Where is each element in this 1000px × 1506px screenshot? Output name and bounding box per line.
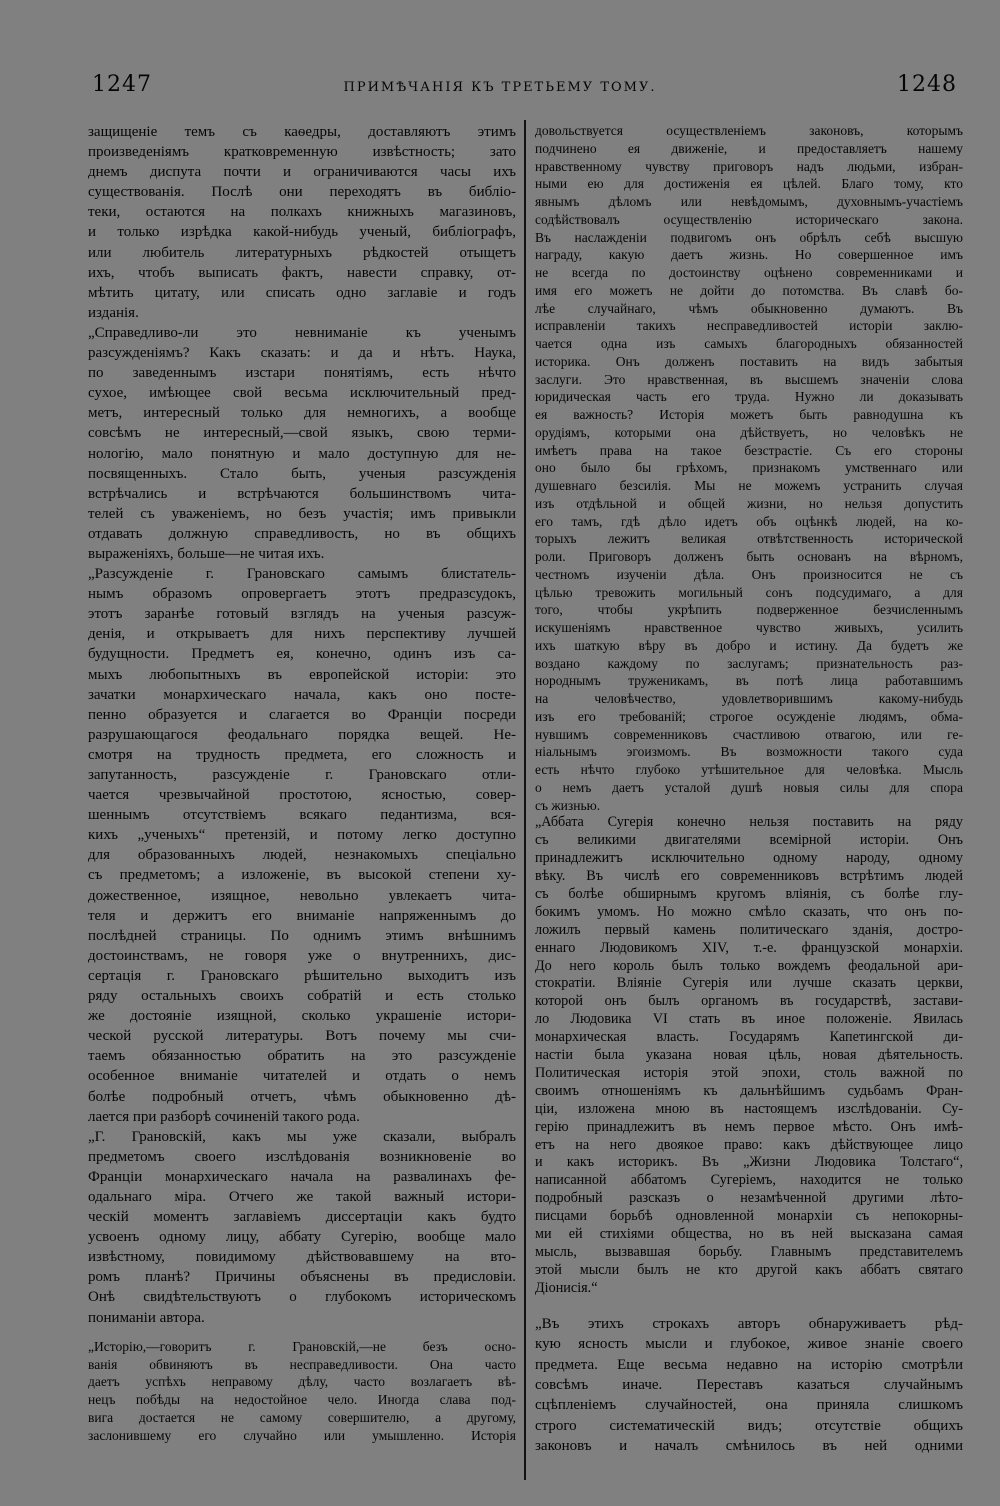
text-line: содѣйствовалъ осуществленію историческаго закона. [535, 211, 963, 227]
text-line: мѣтить цитату, или списать одно заглавіе и годъ [88, 284, 516, 301]
text-line: болѣе подробный отчетъ, чѣмъ обыкновенно дѣ- [88, 1088, 516, 1105]
text-line: довольствуется осуществленіемъ законовъ, которымъ [535, 123, 963, 138]
text-line: мыхъ любопытныхъ въ европейской исторіи: это [88, 666, 516, 683]
text-line: предметомъ своего изслѣдованія возникновеніе во [88, 1148, 516, 1165]
text-line: разрушающагося феодальнаго порядка вещей. Не- [88, 726, 516, 743]
text-line: запутанность, разсужденіе г. Грановскаго отли- [88, 767, 516, 783]
text-line: защищеніе темъ съ каѳедры, доставляютъ этимъ [88, 124, 516, 140]
text-line: выраженіяхъ, больше—не читая ихъ. [88, 545, 325, 562]
text-line: совсѣмъ не интересный,—свой языкъ, свою терми- [88, 425, 516, 442]
text-line: писцами борьбѣ одновленной монархіи съ непокорны- [535, 1208, 963, 1225]
text-line: цѣлью тревожить могильный сонъ подсудимаго, а для [535, 584, 963, 600]
text-line: произведеніямъ кратковременную извѣстность; зато [88, 144, 516, 161]
text-line: о немъ даетъ усталой душѣ новыя силы для спора [535, 779, 963, 795]
text-line: таемъ обязанностью обратить на это разсужденіе [88, 1048, 516, 1065]
page-number-right: 1248 [897, 72, 957, 97]
text-line: „Справедливо-ли это невниманіе къ ученымъ [88, 324, 516, 341]
text-line: исправленіи такихъ несправедливостей исторіи заклю- [535, 318, 963, 334]
text-line: ромъ планѣ? Причины объяснены въ предисловіи. [88, 1269, 516, 1286]
text-line: подробный разсказъ о незамѣченной другими лѣто- [535, 1190, 963, 1207]
text-line: изъ его требованій; строгое осужденіе людямъ, обма- [535, 708, 963, 724]
text-line: на человѣчество, удовлетворившимъ какому-нибудь [535, 691, 963, 706]
text-line: лѣе случайнаго, чѣмъ обыкновенно думаютъ. Въ [535, 300, 963, 316]
text-line: етъ на него двоякое право: какъ дѣйствующее лицо [535, 1136, 963, 1153]
paragraph-gap [535, 1298, 963, 1314]
text-line: роли. Приговоръ долженъ быть основанъ на вѣрномъ, [535, 549, 963, 564]
text-line: смотря на трудность предмета, его сложность и [88, 746, 516, 763]
text-line: днемъ диспута почти и ограничиваются часы ихъ [88, 164, 516, 181]
page-number-left: 1247 [92, 72, 152, 97]
text-line: лается при разборѣ сочиненій такого рода. [88, 1108, 360, 1125]
text-line: подчинено ея движеніе, и предоставляетъ нашему [535, 140, 963, 156]
text-line: даетъ успѣхъ неправому дѣлу, часто возлагаетъ вѣ- [88, 1374, 516, 1390]
text-line: нымъ образомъ опровергаетъ этотъ предразсудокъ, [88, 586, 516, 603]
text-line: стократіи. Вліяніе Сугерія или лучше сказать церкви, [535, 975, 963, 992]
text-line: встрѣчались и встрѣчаются большинствомъ чита- [88, 485, 516, 502]
text-line: написанной аббатомъ Сугеріемъ, находится не только [535, 1172, 963, 1189]
text-line: чается одна изъ самыхъ благородныхъ обязанностей [535, 336, 963, 351]
text-line: ными ею для достиженія ея цѣлей. Благо тому, кто [535, 176, 963, 192]
text-line: или любитель литературныхъ рѣдкостей отыщетъ [88, 244, 516, 261]
text-line: телей съ уваженіемъ, но безъ участія; имъ привыкли [88, 505, 516, 522]
text-line: усвоенъ одному лицу, аббату Сугерію, вообще мало [88, 1229, 516, 1246]
text-line: герію принадлежитъ въ немъ первое мѣсто. Онъ имѣ- [535, 1118, 963, 1135]
text-line: вига достается не самому совершителю, а другому, [88, 1410, 516, 1426]
text-line: теля и держитъ его вниманіе напряженнымъ до [88, 907, 516, 924]
text-line: съ жизнью. [535, 797, 601, 813]
text-line: особенное вниманіе читателей и отдать о немъ [88, 1068, 516, 1085]
text-line: ея важность? Исторія можетъ быть равнодушна къ [535, 407, 963, 422]
text-line: одальнаго міра. Отчего же такой важный истори- [88, 1188, 516, 1205]
text-line: того, чтобы укрѣпить подверженное безчисленнымъ [535, 602, 963, 618]
text-line: „Разсужденіе г. Грановскаго самымъ блистатель- [88, 566, 516, 583]
text-line: разсужденіямъ? Какъ сказать: и да и нѣтъ. Наука, [88, 345, 516, 362]
text-line: ряду остальныхъ своихъ собратій и есть столько [88, 988, 516, 1005]
text-line: „Аббата Сугерія конечно нельзя поставить на ряду [535, 814, 963, 831]
text-line: нравственному чувству приговоръ надъ людьми, избран- [535, 158, 963, 174]
text-line: До него король былъ только вождемъ феодальной ари- [535, 957, 963, 974]
text-line: ціи, изложена мною въ настоящемъ изслѣдованіи. Су- [535, 1100, 963, 1117]
text-line: изданія. [88, 304, 139, 321]
running-title: ПРИМѢЧАНІЯ КЪ ТРЕТЬЕМУ ТОМУ. [343, 80, 657, 95]
text-line: посвященныхъ. Стало быть, ученыя разсужденія [88, 465, 516, 482]
text-line: Онѣ свидѣтельствуютъ о глубокомъ историческомъ [88, 1289, 516, 1306]
text-line: и какъ историкъ. Въ „Жизни Людовика Толстаго“, [535, 1154, 963, 1171]
text-line: чается чрезвычайной простотою, ясностью, совер- [88, 787, 516, 804]
right-column [535, 122, 963, 1457]
text-line: ложилъ первый камень политическаго зданія, достро- [535, 921, 963, 938]
text-line: этотъ заранѣе готовый взглядъ на ученыя разсуж- [88, 606, 516, 623]
text-line: зачатки монархическаго начала, какъ оно посте- [88, 686, 516, 703]
text-line: „Въ этихъ строкахъ авторъ обнаруживаетъ рѣд- [535, 1315, 963, 1332]
text-line: будущности. Предметъ ея, конечно, одинъ изъ са- [88, 646, 516, 663]
text-line: заслуги. Это нравственная, въ высшемъ значеніи слова [535, 371, 963, 387]
text-line: денія, и открываетъ для нихъ перспективу лучшей [88, 626, 516, 643]
text-line: награду, какую даетъ жизнь. Но совершенное имъ [535, 247, 963, 263]
text-line: „Исторію,—говоритъ г. Грановскій,—не безъ осно- [88, 1338, 516, 1354]
text-line: ческій моментъ заглавіемъ диссертаціи какъ будто [88, 1209, 516, 1226]
text-line: воздано каждому по заслугамъ; признательность раз- [535, 655, 963, 671]
text-line: душевнаго безсилія. Мы не можемъ устранить случая [535, 478, 963, 493]
text-line: Діонисія.“ [535, 1279, 598, 1296]
text-line: юридическая часть его труда. Нужно ли доказывать [535, 389, 963, 405]
text-line: изъ отдѣльной и общей жизни, но нельзя допустить [535, 495, 963, 511]
text-line: пенно образуется и слагается во Франціи посреди [88, 706, 516, 723]
text-line: Въ наслажденіи подвигомъ онъ обрѣлъ себѣ высшую [535, 229, 963, 245]
text-line: сертація г. Грановскаго рѣшительно выходитъ изъ [88, 967, 516, 984]
text-line: ческой русской литературы. Вотъ почему мы счи- [88, 1028, 516, 1045]
text-line: предмета. Еще весьма недавно на исторію смотрѣли [535, 1356, 963, 1373]
text-line: ихъ, чтобъ выписать фактъ, навести справку, от- [88, 264, 516, 281]
text-line: кую ясность мысли и глубокое, живое знаніе своего [535, 1336, 963, 1353]
text-line: и только изрѣдка какой-нибудь ученый, библіографъ, [88, 224, 516, 241]
text-line: Франціи монархическаго начала на развалинахъ фе- [88, 1168, 516, 1185]
text-line: кихъ „ученыхъ“ претензій, и потому легко доступно [88, 827, 516, 844]
text-line: нувшимъ современниковъ счастливою отвагою, или ге- [535, 726, 963, 742]
text-line: по заведеннымъ изстари понятіямъ, есть нѣчто [88, 365, 516, 382]
text-line: не всегда по достоинству оцѣнено современниками и [535, 265, 963, 280]
text-line: шеннымъ отсутствіемъ всякаго педантизма, вся- [88, 807, 516, 824]
text-line: бокимъ умомъ. Но можно смѣло сказать, что онъ по- [535, 903, 963, 920]
text-line: существованія. Послѣ они переходятъ въ библіо- [88, 184, 516, 201]
text-line: есть нѣчто глубоко утѣшительное для человѣка. Мысль [535, 762, 963, 777]
text-line: „Г. Грановскій, какъ мы уже сказали, выбралъ [88, 1128, 516, 1145]
text-line: совсѣмъ иначе. Переставъ казаться случайнымъ [535, 1376, 963, 1393]
text-line: его тамъ, гдѣ дѣло идетъ объ оцѣнкѣ людей, на ко- [535, 513, 963, 529]
text-line: ихъ шаткую вѣру въ добро и истину. Да будетъ же [535, 637, 963, 653]
text-line: для образованныхъ людей, незнакомыхъ спеціально [88, 847, 516, 864]
text-line: съ предметомъ; а изложеніе, въ высокой степени ху- [88, 867, 516, 884]
text-line: строго систематическій видъ; отсутствіе общихъ [535, 1417, 963, 1434]
text-line: еннаго Людовикомъ XIV, т.-е. французской монархіи. [535, 939, 963, 956]
text-line: извѣстному, повидимому дѣйствовавшему на вто- [88, 1249, 516, 1266]
running-header [0, 72, 1000, 112]
text-line: сухое, имѣющее свой весьма исключительный пред- [88, 385, 516, 402]
text-line: оно было бы грѣхомъ, признакомъ умственнаго или [535, 460, 963, 476]
text-line: ми ей стихіями общества, но въ ней высказана самая [535, 1226, 963, 1243]
text-line: пониманіи автора. [88, 1309, 205, 1326]
text-line: принадлежитъ исключительно одному народу, одному [535, 850, 963, 867]
text-line: нецъ побѣды на недостойное чело. Иногда слава под- [88, 1392, 516, 1408]
text-line: ванія обвиняютъ въ несправедливости. Она часто [88, 1356, 516, 1372]
text-line: ніальнымъ эгоизмомъ. Въ возможности такого суда [535, 744, 963, 760]
text-line: торыхъ лежитъ великая отвѣтственность исторической [535, 531, 963, 547]
text-line: имѣетъ права на такое безстрастіе. Съ его стороны [535, 442, 963, 458]
text-line: имя его можетъ не дойти до потомства. Въ славѣ бо- [535, 282, 963, 298]
text-line: мысль, вызвавшая борьбу. Главнымъ представителемъ [535, 1244, 963, 1260]
text-line: заслонившему его случайно или умышленно. Исторія [88, 1428, 516, 1444]
text-line: съ болѣе обширнымъ кругомъ вліянія, съ болѣе глу- [535, 885, 963, 902]
text-line: нороднымъ труженикамъ, въ потѣ лица работавшимъ [535, 673, 963, 689]
paragraph-gap [88, 1328, 516, 1338]
text-line: настіи была указана новая цѣль, новая дѣятельность. [535, 1047, 963, 1064]
text-line: метъ, интересный только для немногихъ, а вообще [88, 405, 516, 422]
text-line: же достояніе изящной, сколько украшеніе истори- [88, 1008, 516, 1025]
text-line: дожественное, изящное, невольно увлекаетъ чита- [88, 887, 516, 904]
text-line: этой мысли былъ не кто другой какъ аббатъ святаго [535, 1261, 963, 1278]
text-line: которой онъ былъ органомъ въ государствѣ, застави- [535, 993, 963, 1010]
text-line: историка. Онъ долженъ поставить на видъ забытыя [535, 353, 963, 369]
text-line: искушеніямъ нравственное чувство живыхъ, усилить [535, 620, 963, 635]
text-line: достоинствамъ, не говоря уже о внутреннихъ, дис- [88, 947, 516, 964]
text-line: своимъ отношеніямъ къ дальнѣйшимъ судьбамъ Фран- [535, 1082, 963, 1099]
text-line: отдавать должную справедливость, но въ общихъ [88, 525, 516, 542]
left-column [88, 122, 516, 1445]
column-divider [524, 120, 526, 1480]
text-line: ло Людовика VI стать въ иное положеніе. Явилась [535, 1011, 963, 1028]
text-line: вѣку. Въ числѣ его современниковъ встрѣтимъ людей [535, 867, 963, 884]
text-line: сцѣпленіемъ случайностей, она приняла слишкомъ [535, 1397, 963, 1414]
text-line: нологію, мало понятную и мало доступную для не- [88, 445, 516, 462]
text-line: явнымъ дѣломъ или невѣдомымъ, духовнымъ-участіемъ [535, 194, 963, 209]
text-line: съ великими двигателями всемірной исторіи. Онъ [535, 832, 963, 849]
text-line: теки, остаются на полкахъ книжныхъ магазиновъ, [88, 204, 516, 221]
text-line: законовъ и началъ смѣнилось въ ней одними [535, 1438, 963, 1455]
text-line: монархическая власть. Государямъ Капетингской ди- [535, 1029, 963, 1046]
text-line: послѣдней страницы. По однимъ этимъ внѣшнимъ [88, 927, 516, 944]
text-line: честномъ изученіи дѣла. Онъ произносится не съ [535, 566, 963, 582]
text-line: орудіямъ, которыми она дѣйствуетъ, но человѣкъ не [535, 424, 963, 440]
text-line: Политическая исторія этой эпохи, столь важной по [535, 1064, 963, 1081]
